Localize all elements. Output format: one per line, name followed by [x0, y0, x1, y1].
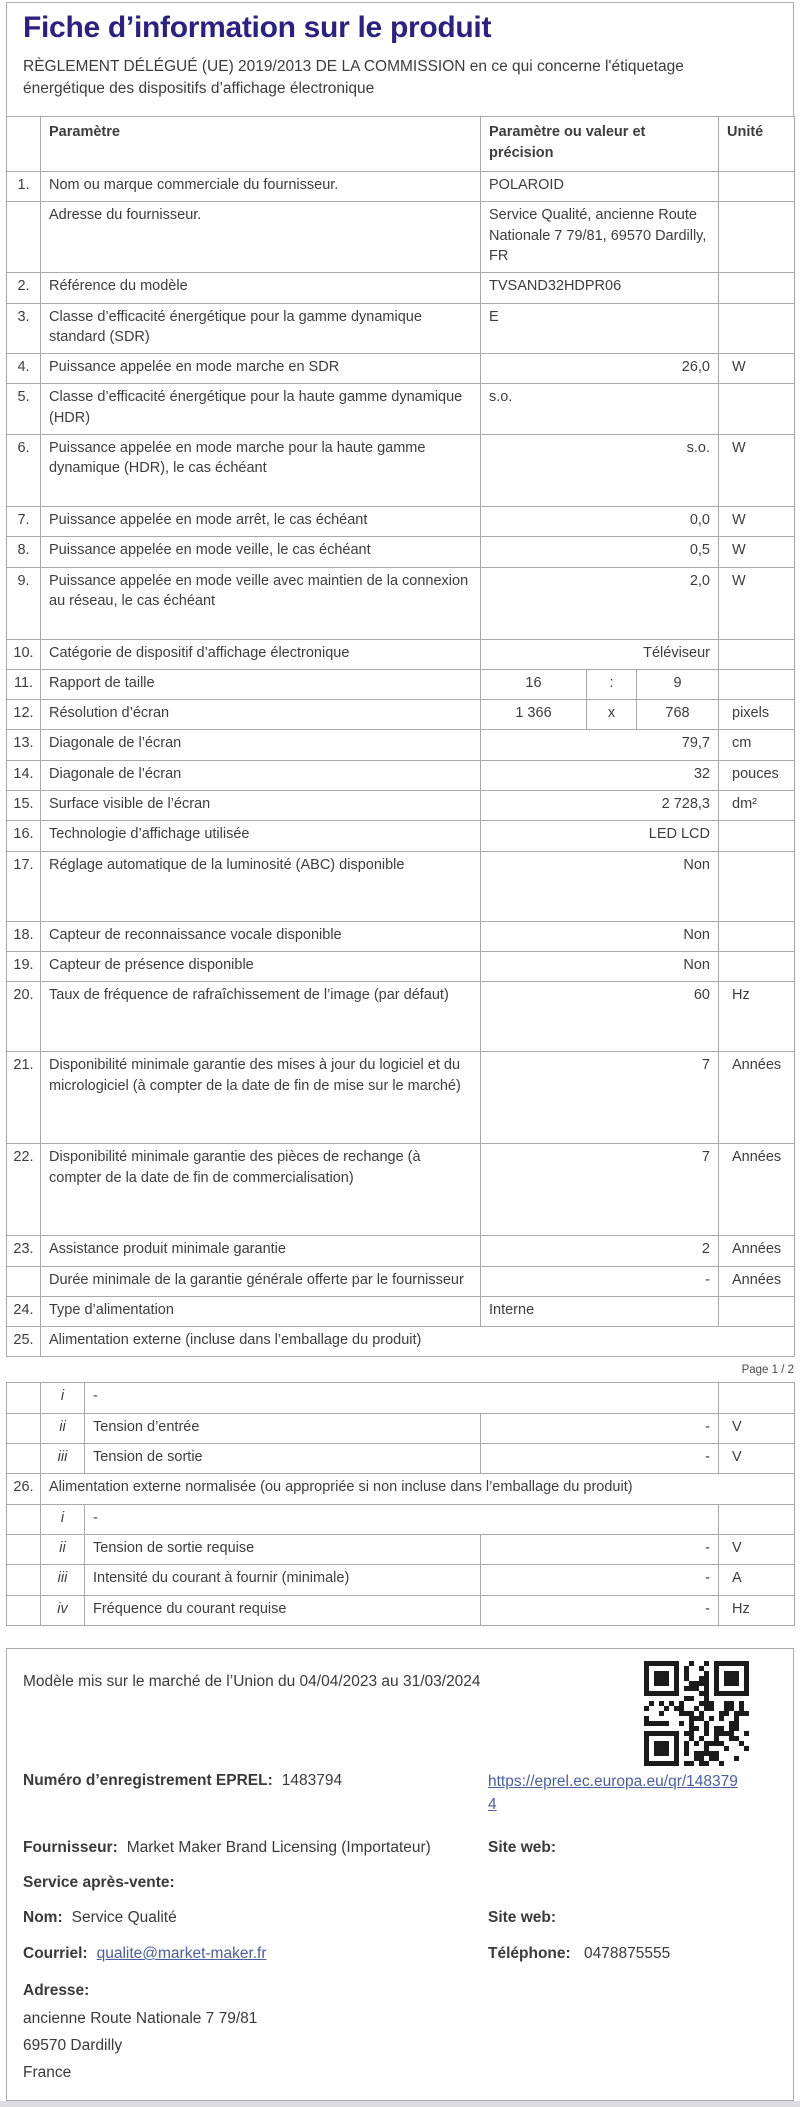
table-row [7, 202, 795, 273]
table-row [7, 1444, 795, 1474]
param-cell: Surface visible de l’écran [41, 791, 481, 821]
param-cell: Durée minimale de la garantie générale offerte par le fournisseur [41, 1266, 481, 1296]
value-cell: TVSAND32HDPR06 [481, 273, 719, 303]
unit-cell: V [719, 1534, 795, 1564]
unit-cell [719, 303, 795, 354]
value-cell: E [481, 303, 719, 354]
unit-cell: W [719, 567, 795, 639]
table-row [7, 567, 795, 639]
param-cell: Adresse du fournisseur. [41, 202, 481, 273]
table-row [7, 1413, 795, 1443]
footer-box [6, 1648, 794, 2102]
value-cell: 7 [481, 1144, 719, 1236]
param-cell: Catégorie de dispositif d’affichage électronique [41, 639, 481, 669]
unit-cell [719, 1383, 795, 1413]
value-cell: s.o. [481, 435, 719, 507]
eprel-row [23, 1770, 777, 1817]
value-cell: - [481, 1534, 719, 1564]
value-cell: Service Qualité, ancienne Route Nationale 7 79/81, 69570 Dardilly, FR [481, 202, 719, 273]
table-row [7, 730, 795, 760]
param-cell: Résolution d’écran [41, 700, 481, 730]
param-cell: Diagonale de l’écran [41, 730, 481, 760]
unit-cell: pixels [719, 700, 795, 730]
roman-numeral: ii [41, 1413, 85, 1443]
param-cell: Type d’alimentation [41, 1296, 481, 1326]
param-cell: Tension de sortie requise [85, 1534, 481, 1564]
page-title: Fiche d’information sur le produit [23, 11, 492, 44]
table-row [7, 354, 795, 384]
param-cell: Capteur de reconnaissance vocale disponible [41, 921, 481, 951]
unit-cell [719, 821, 795, 851]
value-cell: Non [481, 921, 719, 951]
param-cell: Puissance appelée en mode marche en SDR [41, 354, 481, 384]
unit-cell: V [719, 1444, 795, 1474]
value-cell: 79,7 [481, 730, 719, 760]
eprel-label: Numéro d’enregistrement EPREL: [23, 1771, 273, 1789]
table-row [7, 700, 795, 730]
row-number: 23. [7, 1236, 41, 1266]
unit-cell: W [719, 537, 795, 567]
split-value: 16 [525, 674, 542, 691]
row-number: 20. [7, 982, 41, 1052]
unit-cell: Années [719, 1236, 795, 1266]
table-row [7, 791, 795, 821]
value-cell: 7 [481, 1052, 719, 1144]
row-number: 14. [7, 760, 41, 790]
value-cell: POLAROID [481, 172, 719, 202]
address-line: France [23, 2064, 72, 2082]
table-row [7, 507, 795, 537]
param-cell: Fréquence du courant requise [85, 1595, 481, 1625]
table-row [7, 1144, 795, 1236]
table-row [7, 273, 795, 303]
roman-numeral: ii [41, 1534, 85, 1564]
row-number [7, 202, 41, 273]
unit-cell [719, 1296, 795, 1326]
unit-cell: Années [719, 1266, 795, 1296]
after-sales-row [23, 1872, 777, 1894]
unit-cell: W [719, 507, 795, 537]
unit-cell: Années [719, 1052, 795, 1144]
value-cell: 32 [481, 760, 719, 790]
table-row [7, 1534, 795, 1564]
row-number: 7. [7, 507, 41, 537]
website-label: Site web: [488, 1838, 557, 1856]
row-number: 18. [7, 921, 41, 951]
value-cell: - [481, 1413, 719, 1443]
row-number: 6. [7, 435, 41, 507]
header-unit: Unité [719, 117, 795, 172]
row-number: 10. [7, 639, 41, 669]
param-cell: Classe d’efficacité énergétique pour la gamme dynamique standard (SDR) [41, 303, 481, 354]
unit-cell [719, 851, 795, 921]
value-cell: 2 728,3 [481, 791, 719, 821]
table-row [7, 1052, 795, 1144]
table-row [7, 537, 795, 567]
value-cell: 2 [481, 1236, 719, 1266]
table-row [7, 384, 795, 435]
param-cell: Assistance produit minimale garantie [41, 1236, 481, 1266]
param-cell: Rapport de taille [41, 669, 481, 699]
header-value: Paramètre ou valeur et précision [481, 117, 719, 172]
row-number: 17. [7, 851, 41, 921]
param-cell: Tension d’entrée [85, 1413, 481, 1443]
row-number: 13. [7, 730, 41, 760]
parameters-table [6, 116, 795, 1357]
param-cell: Réglage automatique de la luminosité (ABC) disponible [41, 851, 481, 921]
eprel-link[interactable]: https://eprel.ec.europa.eu/qr/1483794 [488, 1772, 738, 1814]
phone-value: 0478875555 [583, 1944, 671, 1962]
param-cell: Nom ou marque commerciale du fournisseur. [41, 172, 481, 202]
param-cell: Puissance appelée en mode marche pour la haute gamme dynamique (HDR), le cas échéant [41, 435, 481, 507]
row-number: 15. [7, 791, 41, 821]
row-number: 19. [7, 951, 41, 981]
row-number: 4. [7, 354, 41, 384]
address-line: 69570 Dardilly [23, 2036, 123, 2054]
split-separator: : [586, 670, 637, 699]
unit-cell: W [719, 354, 795, 384]
service-name-row [23, 1907, 777, 1929]
unit-cell: A [719, 1565, 795, 1595]
unit-cell: Hz [719, 982, 795, 1052]
row-number: 16. [7, 821, 41, 851]
row-number: 3. [7, 303, 41, 354]
external-power-table [6, 1382, 795, 1625]
header-parameter: Paramètre [41, 117, 481, 172]
unit-cell: cm [719, 730, 795, 760]
unit-cell: Hz [719, 1595, 795, 1625]
email-link[interactable]: qualite@market-maker.fr [96, 1944, 267, 1962]
supplier-label: Fournisseur: [23, 1838, 118, 1856]
split-value: 1 366 [515, 705, 552, 722]
name-value: Service Qualité [71, 1909, 177, 1927]
table-row [7, 1504, 795, 1534]
param-cell: Alimentation externe normalisée (ou appropriée si non incluse dans l’emballage du produit) [41, 1474, 795, 1504]
param-cell: Puissance appelée en mode veille, le cas échéant [41, 537, 481, 567]
value-cell: Interne [481, 1296, 719, 1326]
after-sales-label: Service après-vente: [23, 1874, 175, 1892]
row-number: 22. [7, 1144, 41, 1236]
param-cell: Alimentation externe (incluse dans l’emballage du produit) [41, 1327, 795, 1357]
row-number [7, 1383, 41, 1413]
address-label: Adresse: [23, 1982, 90, 2000]
table-row [7, 1383, 795, 1413]
value-split-cell [481, 700, 719, 730]
page-bottom-strip [0, 2101, 800, 2107]
row-number: 24. [7, 1296, 41, 1326]
row-number: 8. [7, 537, 41, 567]
table-row [7, 851, 795, 921]
row-number: 12. [7, 700, 41, 730]
row-number: 25. [7, 1327, 41, 1357]
value-cell: - [481, 1266, 719, 1296]
supplier-row [23, 1837, 777, 1859]
table-header-row [7, 117, 795, 172]
value-cell: - [481, 1565, 719, 1595]
unit-cell [719, 1504, 795, 1534]
unit-cell [719, 273, 795, 303]
param-cell: Taux de fréquence de rafraîchissement de l’image (par défaut) [41, 982, 481, 1052]
param-cell: Classe d’efficacité énergétique pour la haute gamme dynamique (HDR) [41, 384, 481, 435]
value-cell: 2,0 [481, 567, 719, 639]
table-row [7, 982, 795, 1052]
split-value: 768 [665, 705, 690, 722]
table-row [7, 760, 795, 790]
value-cell: - [481, 1444, 719, 1474]
table-row [7, 951, 795, 981]
email-row [23, 1943, 777, 1965]
unit-cell [719, 639, 795, 669]
value-cell: - [481, 1595, 719, 1625]
table-row [7, 435, 795, 507]
row-number: 1. [7, 172, 41, 202]
roman-numeral: i [41, 1383, 85, 1413]
table-row [7, 1595, 795, 1625]
unit-cell: pouces [719, 760, 795, 790]
row-number: 26. [7, 1474, 41, 1504]
row-number [7, 1534, 41, 1564]
value-split-cell [481, 669, 719, 699]
table-row [7, 303, 795, 354]
row-number: 11. [7, 669, 41, 699]
unit-cell: dm² [719, 791, 795, 821]
table-row [7, 821, 795, 851]
table-row [7, 1474, 795, 1504]
value-cell: Non [481, 851, 719, 921]
table-row [7, 1565, 795, 1595]
value-cell: s.o. [481, 384, 719, 435]
param-cell: Diagonale de l’écran [41, 760, 481, 790]
value-cell: 60 [481, 982, 719, 1052]
row-number: 9. [7, 567, 41, 639]
param-cell: Technologie d’affichage utilisée [41, 821, 481, 851]
row-number: 5. [7, 384, 41, 435]
param-cell: Référence du modèle [41, 273, 481, 303]
unit-cell: V [719, 1413, 795, 1443]
row-number [7, 1444, 41, 1474]
email-label: Courriel: [23, 1944, 88, 1962]
value-cell: 0,5 [481, 537, 719, 567]
market-period-text: Modèle mis sur le marché de l’Union du 04/04/2023 au 31/03/2024 [23, 1672, 481, 1690]
param-cell: Disponibilité minimale garantie des mises à jour du logiciel et du micrologiciel (à compter de la date de fin de mise sur le marché) [41, 1052, 481, 1144]
unit-cell [719, 202, 795, 273]
eprel-number: 1483794 [281, 1771, 343, 1789]
header-number-cell [7, 117, 41, 172]
param-cell: Intensité du courant à fournir (minimale) [85, 1565, 481, 1595]
table-row [7, 921, 795, 951]
row-number: 2. [7, 273, 41, 303]
param-cell: - [85, 1504, 719, 1534]
value-cell: Non [481, 951, 719, 981]
row-number [7, 1413, 41, 1443]
param-cell: - [85, 1383, 719, 1413]
name-label: Nom: [23, 1909, 63, 1927]
unit-cell [719, 669, 795, 699]
param-cell: Tension de sortie [85, 1444, 481, 1474]
doc-header [6, 2, 794, 116]
table-row [7, 1236, 795, 1266]
param-cell: Capteur de présence disponible [41, 951, 481, 981]
row-number [7, 1565, 41, 1595]
address-block [23, 1979, 777, 2084]
value-cell: 0,0 [481, 507, 719, 537]
table-row [7, 1266, 795, 1296]
value-cell: Téléviseur [481, 639, 719, 669]
supplier-value: Market Maker Brand Licensing (Importateur) [126, 1838, 431, 1856]
row-number [7, 1504, 41, 1534]
param-cell: Disponibilité minimale garantie des pièces de rechange (à compter de la date de fin de commercialisation) [41, 1144, 481, 1236]
table-row [7, 1296, 795, 1326]
table-row [7, 669, 795, 699]
split-separator: x [586, 700, 637, 729]
unit-cell [719, 951, 795, 981]
roman-numeral: iii [41, 1444, 85, 1474]
unit-cell [719, 921, 795, 951]
address-line: ancienne Route Nationale 7 79/81 [23, 2009, 258, 2027]
page-indicator: Page 1 / 2 [741, 1364, 794, 1377]
unit-cell [719, 172, 795, 202]
table-row [7, 639, 795, 669]
unit-cell: Années [719, 1144, 795, 1236]
phone-label: Téléphone: [488, 1944, 571, 1962]
table-row [7, 172, 795, 202]
unit-cell: W [719, 435, 795, 507]
row-number [7, 1266, 41, 1296]
value-cell: 26,0 [481, 354, 719, 384]
split-value: 9 [673, 674, 682, 691]
roman-numeral: i [41, 1504, 85, 1534]
param-cell: Puissance appelée en mode arrêt, le cas échéant [41, 507, 481, 537]
regulation-text: RÈGLEMENT DÉLÉGUÉ (UE) 2019/2013 DE LA COMMISSION en ce qui concerne l'étiquetage énergétique des dispositifs d’affichage électronique [23, 57, 684, 97]
qr-code [644, 1661, 749, 1766]
param-cell: Puissance appelée en mode veille avec maintien de la connexion au réseau, le cas échéant [41, 567, 481, 639]
value-cell: LED LCD [481, 821, 719, 851]
table-row [7, 1327, 795, 1357]
row-number [7, 1595, 41, 1625]
roman-numeral: iii [41, 1565, 85, 1595]
row-number: 21. [7, 1052, 41, 1144]
website-label-2: Site web: [488, 1909, 557, 1927]
unit-cell [719, 384, 795, 435]
roman-numeral: iv [41, 1595, 85, 1625]
